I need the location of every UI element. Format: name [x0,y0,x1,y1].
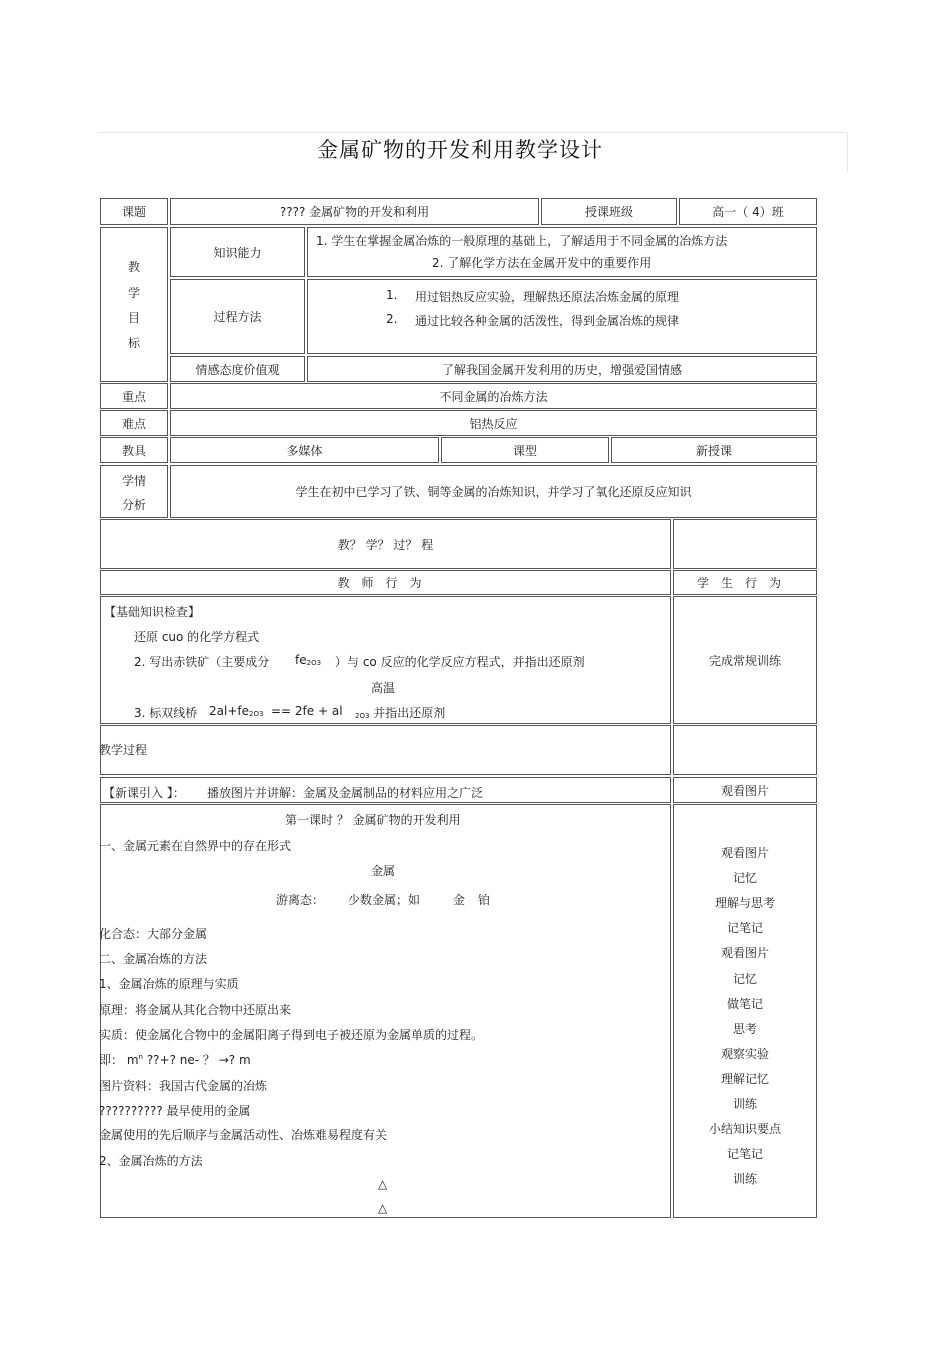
essence: 实质：使金属化合物中的金属阳离子得到电子被还原为金属单质的过程。 [99,1028,484,1042]
knowledge-label-cell [170,227,305,277]
student-action: 观察实验 [720,1047,769,1061]
difficult-value: 铝热反应 [469,416,518,431]
formula-rest: ??+? ne- ？ →? m [146,1053,251,1067]
teaching-process-cell [100,725,671,775]
key-point-label: 重点 [121,389,146,404]
student-action: 训练 [732,1172,757,1186]
tools-value: 多媒体 [286,443,323,458]
teaching-process-blank-cell [673,725,817,775]
class-value-cell [679,198,817,225]
triangle-2: △ [378,1201,388,1215]
free-state-gold: 金 [453,893,466,907]
check-line-2-b: fe [295,653,307,667]
formula [99,1051,251,1068]
check-line-3-fe [209,704,263,718]
student-action: 理解记忆 [720,1072,769,1086]
difficult-value-cell [170,410,817,436]
check-line-2-fe [295,653,321,667]
free-state-value: 少数金属；如 [348,893,421,907]
compound-state: 化合态：大部分金属 [99,927,208,941]
check-line-3-a: 3. 标双线桥 [134,706,198,720]
triangle-1: △ [378,1177,388,1191]
key-point-value-cell [170,383,817,409]
student-action: 做笔记 [726,997,763,1011]
formula-m: m [126,1053,139,1067]
process-label: 过程方法 [213,310,262,324]
teaching-process-label: 教学过程 [99,743,148,757]
check-line-3-al [355,704,445,721]
intro-student: 观看图片 [720,783,769,798]
student-col-label: 学生行为 [696,576,793,590]
tools-label: 教具 [121,443,146,458]
process-num-2: 2. [386,312,398,326]
type-value-cell [611,437,817,463]
process-title: 教？ 学？ 过？ 程 [337,537,434,552]
key-point-label-cell [100,383,168,409]
point-1: 1、金属冶炼的原理与实质 [99,977,239,991]
intro-cell [100,777,671,803]
header-rule [98,132,848,133]
student-action: 记笔记 [726,1147,763,1161]
intro-student-cell [673,777,817,803]
topic-value: ???? 金属矿物的开发和利用 [279,205,430,219]
check-student: 完成常规训练 [708,653,781,668]
emotion-value-cell [307,356,817,382]
student-col-cell [673,570,817,595]
formula-prefix: 即： [99,1053,124,1067]
free-state-platinum: 铂 [478,893,491,907]
usage-order: 金属使用的先后顺序与金属活动性、冶炼难易程度有关 [99,1128,388,1142]
check-line-2-c: 2O3 [306,659,322,667]
analysis-value: 学生在初中已学习了铁、铜等金属的冶炼知识，并学习了氧化还原反应知识 [295,485,692,499]
teacher-col-label: 教师行为 [337,576,434,590]
check-line-1: 还原 cuo 的化学方程式 [134,630,260,644]
key-point-value: 不同金属的冶炼方法 [439,389,548,404]
emotion-label: 情感态度价值观 [195,362,280,377]
tools-value-cell [170,437,439,463]
student-action: 训练 [732,1097,757,1111]
process-title-cell [100,519,671,569]
check-cell [100,596,671,724]
section-2: 二、金属冶炼的方法 [99,952,208,966]
process-item-1: 用过铝热反应实验，理解热还原法冶炼金属的原理 [415,290,680,304]
check-line-3-e: 2O3 [355,712,370,720]
process-label-cell [170,279,305,354]
student-action: 记忆 [732,871,757,885]
metal-label: 金属 [371,864,396,878]
pictures-note: 图片资料：我国古代金属的冶炼 [99,1079,268,1093]
topic-value-cell [170,198,539,225]
student-action: 理解与思考 [714,896,775,910]
student-action: 小结知识要点 [708,1122,781,1136]
analysis-value-cell [170,465,817,518]
lesson-cell [100,804,671,1218]
student-action: 记笔记 [726,921,763,935]
point-2: 2、金属冶炼的方法 [99,1154,203,1168]
topic-label: 课题 [121,205,146,219]
difficult-label-cell [100,410,168,436]
analysis-label-cell [100,465,168,518]
process-num-1: 1. [386,288,398,302]
knowledge-label: 知识能力 [213,245,262,260]
process-value-cell [307,279,817,354]
topic-label-cell [100,198,168,225]
process-item-2: 通过比较各种金属的活泼性，得到金属冶炼的规律 [415,314,680,328]
objective-char-1: 教 [127,260,140,274]
check-line-2-a: 2. 写出赤铁矿（主要成分 [134,655,270,669]
section-1: 一、金属元素在自然界中的存在形式 [99,839,292,853]
lesson-student-cell [673,804,817,1218]
objectives-label-cell [100,227,168,382]
intro-label: 【新课引入 】： [103,786,185,800]
knowledge-line-1: 1. 学生在掌握金属冶炼的一般原理的基础上，了解适用于不同金属的冶炼方法 [316,234,728,248]
process-title-blank-cell [673,519,817,569]
objective-char-2: 学 [127,286,140,300]
intro-text: 播放图片并讲解：金属及金属制品的材料应用之广泛 [207,786,484,800]
difficult-label: 难点 [121,416,146,431]
class-label-cell [541,198,677,225]
class-value: 高一（ 4）班 [712,205,784,219]
formula-sup: n [138,1053,143,1061]
tools-label-cell [100,437,168,463]
page-title: 金属矿物的开发利用教学设计 [317,138,603,162]
type-value: 新授课 [695,443,732,458]
earliest-metal: ?????????? 最早使用的金属 [99,1104,251,1118]
knowledge-value-cell [307,227,817,277]
type-label: 课型 [512,443,537,458]
type-label-cell [441,437,609,463]
check-line-3-d: == 2fe + al [271,704,343,718]
teacher-col-cell [100,570,671,595]
check-line-3-b: 2al+fe [209,704,249,718]
class-label: 授课班级 [584,205,633,219]
student-action: 观看图片 [720,846,769,860]
free-state-label: 游离态： [276,893,325,907]
student-action: 思考 [732,1022,757,1036]
principle: 原理：将金属从其化合物中还原出来 [99,1003,292,1017]
check-line-3-c: 2O3 [248,710,264,718]
check-heading: 【基础知识检查】 [104,605,201,619]
student-action: 观看图片 [720,946,769,960]
analysis-label-1: 学情 [121,474,146,488]
analysis-label-2: 分析 [121,498,146,512]
objective-char-4: 标 [127,336,140,350]
emotion-label-cell [170,356,305,382]
objective-char-3: 目 [127,311,140,325]
emotion-value: 了解我国金属开发利用的历史，增强爱国情感 [441,362,682,377]
student-action: 记忆 [732,972,757,986]
lesson-heading: 第一课时 ？ 金属矿物的开发利用 [285,813,461,827]
check-line-3-f: 并指出还原剂 [373,706,446,720]
check-student-cell [673,596,817,724]
check-line-2-d: ）与 co 反应的化学反应方程式，并指出还原剂 [335,655,585,669]
knowledge-line-2: 2. 了解化学方法在金属开发中的重要作用 [432,256,652,270]
check-condition: 高温 [371,681,396,695]
